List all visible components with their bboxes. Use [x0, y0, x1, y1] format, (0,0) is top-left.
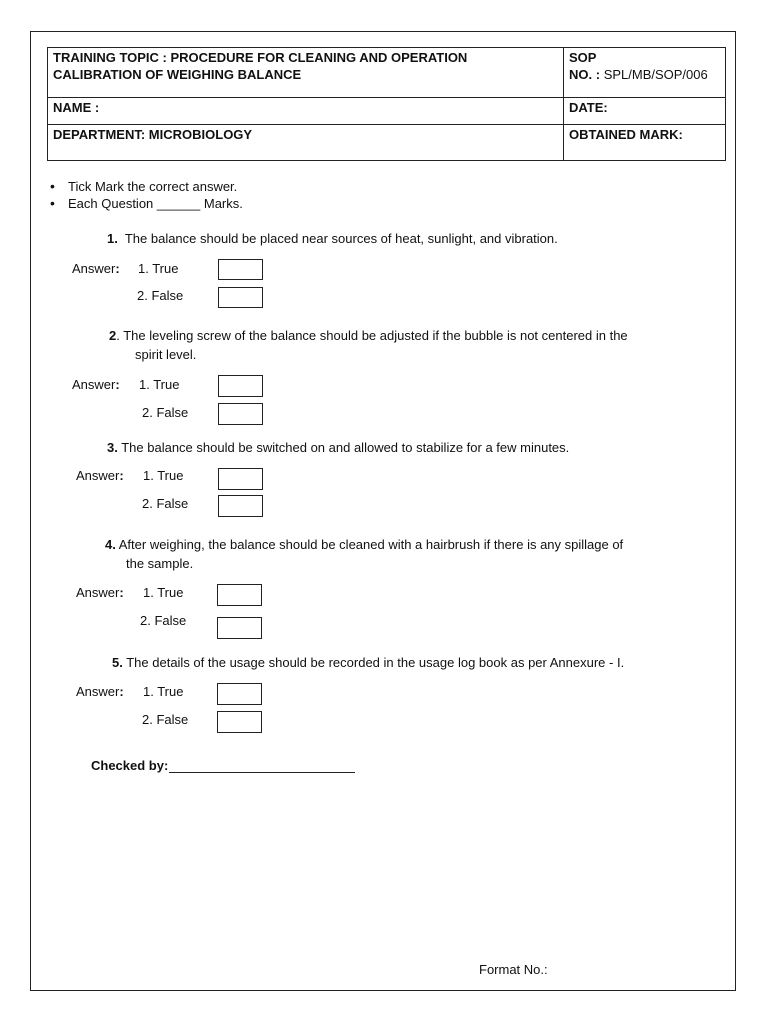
date-field: DATE:	[564, 98, 726, 125]
option-true: 1. True	[143, 684, 184, 699]
sop-no-label: NO. :	[569, 67, 601, 82]
answer-label: Answer:	[76, 585, 124, 600]
question-5	[112, 653, 624, 672]
answer-label: Answer:	[72, 377, 120, 392]
question-text-line2: the sample.	[126, 556, 194, 571]
answer-box-true[interactable]	[218, 259, 263, 280]
question-text: After weighing, the balance should be cleaned with a hairbrush if there is any spillage of	[118, 537, 624, 552]
question-text: The balance should be placed near sources of heat, sunlight, and vibration.	[124, 231, 558, 246]
option-false: 2. False	[142, 405, 189, 420]
obtained-mark-field: OBTAINED MARK:	[564, 125, 726, 161]
instruction-item: • Each Question ______ Marks.	[48, 195, 243, 212]
answer-box-true[interactable]	[217, 584, 262, 606]
question-text-line2: spirit level.	[135, 347, 197, 362]
question-text: The balance should be switched on and allowed to stabilize for a few minutes.	[121, 440, 570, 455]
header-table	[47, 47, 726, 161]
format-number: Format No.:	[479, 962, 548, 977]
option-true: 1. True	[139, 377, 180, 392]
option-false: 2. False	[142, 496, 189, 511]
question-2	[109, 326, 628, 345]
sop-no-value: SPL/MB/SOP/006	[603, 67, 708, 82]
option-false: 2. False	[140, 613, 187, 628]
question-number: 5.	[112, 655, 123, 670]
question-text: . The leveling screw of the balance should be adjusted if the bubble is not centered in the	[116, 328, 628, 343]
option-true: 1. True	[143, 585, 184, 600]
question-number: 1.	[107, 231, 118, 246]
answer-label: Answer:	[76, 468, 124, 483]
checked-by	[91, 758, 355, 773]
answer-box-true[interactable]	[218, 375, 263, 397]
page-border	[30, 31, 736, 991]
answer-label: Answer:	[72, 261, 120, 276]
answer-box-false[interactable]	[218, 495, 263, 517]
question-1	[107, 229, 558, 248]
question-number: 3.	[107, 440, 118, 455]
answer-box-true[interactable]	[218, 468, 263, 490]
question-3	[107, 438, 569, 457]
instructions-list	[48, 178, 243, 212]
answer-box-false[interactable]	[218, 403, 263, 425]
question-number: 2	[109, 328, 117, 343]
question-text: The details of the usage should be recorded in the usage log book as per Annexure - I.	[126, 655, 625, 670]
training-topic: TRAINING TOPIC : PROCEDURE FOR CLEANING AND OPERATION CALIBRATION OF WEIGHING BALANCE	[48, 48, 564, 98]
option-true: 1. True	[138, 261, 179, 276]
name-field: NAME :	[48, 98, 564, 125]
option-false: 2. False	[137, 288, 184, 303]
checked-by-label: Checked by:	[91, 758, 169, 773]
question-number: 4.	[105, 537, 116, 552]
option-false: 2. False	[142, 712, 189, 727]
answer-label: Answer:	[76, 684, 124, 699]
answer-box-false[interactable]	[217, 617, 262, 639]
sop-label: SOP	[569, 50, 597, 65]
signature-line[interactable]	[169, 758, 355, 773]
answer-box-true[interactable]	[217, 683, 262, 705]
instruction-item: • Tick Mark the correct answer.	[48, 178, 243, 195]
sop-number-cell	[564, 48, 726, 98]
answer-box-false[interactable]	[218, 287, 263, 308]
option-true: 1. True	[143, 468, 184, 483]
department-field: DEPARTMENT: MICROBIOLOGY	[48, 125, 564, 161]
question-4	[105, 535, 623, 554]
answer-box-false[interactable]	[217, 711, 262, 733]
